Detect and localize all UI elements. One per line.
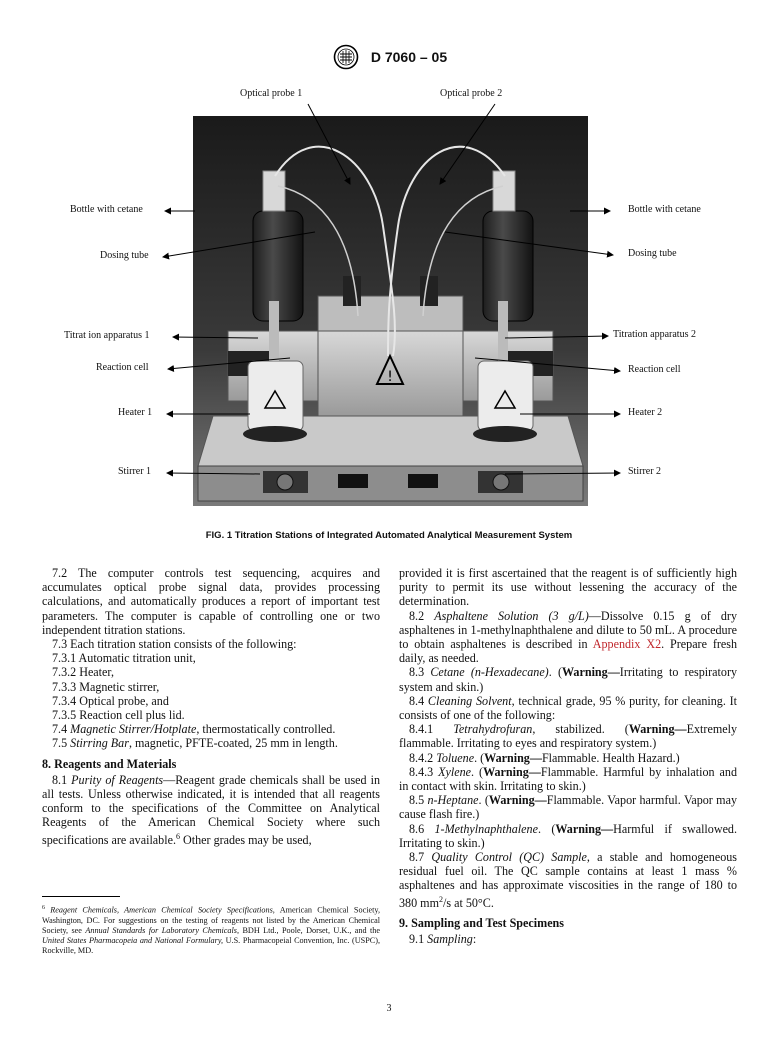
label-bottle-left: Bottle with cetane xyxy=(70,204,143,215)
label-heater-1: Heater 1 xyxy=(118,407,153,418)
footnote-rule xyxy=(42,896,120,897)
figure-caption: FIG. 1 Titration Stations of Integrated Automated Analytical Measurement System xyxy=(205,530,573,541)
para-8-7: 8.7 Quality Control (QC) Sample, a stable and homogeneous residual fuel oil. The QC sample contains at least 1 mass % asphaltenes and has approximate viscosities in the range of 180 to 380 $mm^2/s$ at 50°C. xyxy=(399,850,737,910)
para-8-4-2: 8.4.2 Toluene. (Warning—Flammable. Health Hazard.) xyxy=(409,750,680,765)
svg-text:!: ! xyxy=(387,369,393,385)
appendix-x2-link[interactable]: Appendix X2 xyxy=(592,637,662,652)
label-stirrer-1: Stirrer 1 xyxy=(118,466,152,477)
label-heater-2: Heater 2 xyxy=(628,407,663,418)
para-8-2: 8.2 Asphaltene Solution (3 g/L)—Dissolve 0.15 g of dry asphaltenes in 1-methylnaphthalene and dilute to 50 mL. A procedure to obtain asphaltenes is described in Appendix X2. Prepare fresh daily, as needed. xyxy=(399,608,738,666)
label-bottle-right: Bottle with cetane xyxy=(628,204,701,215)
para-7-3-1: 7.3.1 Automatic titration unit, xyxy=(52,651,196,666)
para-8-4-1: 8.4.1 Tetrahydrofuran, stabilized. (Warning—Extremely flammable. Irritating to eyes and respiratory system.) xyxy=(399,722,737,751)
para-8-4-3: 8.4.3 Xylene. (Warning—Flammable. Harmful by inhalation and in contact with skin. Irritating to skin.) xyxy=(399,764,737,794)
page-header xyxy=(0,44,778,70)
footnote-6: $^6$ Reagent Chemicals, American Chemical Society Specifications, American Chemical Society, Washington, DC. For suggestions on the testing of reagents not listed by the American Chemical Society, see Annual Standards for Laboratory Chemicals, BDH Ltd., Poole, Dorset, U.K., and the United States Pharmacopeia and National Formulary, U.S. Pharmacopeial Convention, Inc. (USPC), Rockville, MD. xyxy=(42,905,381,955)
para-7-4: 7.4 Magnetic Stirrer/Hotplate, thermostatically controlled. xyxy=(52,722,336,737)
label-dosing-left: Dosing tube xyxy=(100,250,149,261)
para-7-3-4: 7.3.4 Optical probe, and xyxy=(52,693,169,708)
para-7-3: 7.3 Each titration station consists of the following: xyxy=(52,637,297,652)
astm-logo-icon xyxy=(331,44,361,70)
figure-1 xyxy=(60,82,720,507)
left-column xyxy=(42,566,380,847)
para-7-3-2: 7.3.2 Heater, xyxy=(52,665,114,680)
right-column xyxy=(399,566,737,946)
para-8-3: 8.3 Cetane (n-Hexadecane). (Warning—Irritating to respiratory system and skin.) xyxy=(399,665,738,694)
label-leader-lines xyxy=(60,82,720,507)
page-number: 3 xyxy=(386,1003,392,1014)
para-8-1-cont: provided it is first ascertained that the reagent is of sufficiently high purity to permit its use without lessening the accuracy of the determination. xyxy=(399,566,737,609)
section-9-heading: 9. Sampling and Test Specimens xyxy=(399,915,564,930)
para-9-1: 9.1 Sampling: xyxy=(409,932,477,947)
para-8-4: 8.4 Cleaning Solvent, technical grade, 95 % purity, for cleaning. It consists of one of the following: xyxy=(399,693,737,723)
label-dosing-right: Dosing tube xyxy=(628,248,677,259)
para-7-3-3: 7.3.3 Magnetic stirrer, xyxy=(52,679,160,694)
label-reaction-right: Reaction cell xyxy=(628,364,681,375)
para-7-2: 7.2 The computer controls test sequencing, acquires and accumulates optical probe signal data, provides processing calculations, and automatically produces a report of important test parameters. The computer is capable of controlling one or two independent titration stations. xyxy=(42,566,380,637)
label-stirrer-2: Stirrer 2 xyxy=(628,466,662,477)
para-7-3-5: 7.3.5 Reaction cell plus lid. xyxy=(52,708,185,723)
section-8-heading: 8. Reagents and Materials xyxy=(42,756,177,771)
label-optical-probe-1: Optical probe 1 xyxy=(240,88,303,99)
para-8-5: 8.5 n-Heptane. (Warning—Flammable. Vapor harmful. Vapor may cause flash fire.) xyxy=(399,793,738,822)
para-7-5: 7.5 Stirring Bar, magnetic, PFTE-coated, 25 mm in length. xyxy=(52,736,338,751)
para-8-1: 8.1 Purity of Reagents—Reagent grade chemicals shall be used in all tests. Unless otherwise indicated, it is intended that all reagents conform to the specifications of the Committee on Analytical Reagents of the American Chemical Society where such specifications are available.$^6$ Other grades may be used, xyxy=(42,772,380,847)
para-8-6: 8.6 1-Methylnaphthalene. (Warning—Harmful if swallowed. Irritating to skin.) xyxy=(399,821,738,850)
label-titration-1: Titrat ion apparatus 1 xyxy=(64,330,150,341)
footnote-ref[interactable]: 6 xyxy=(175,831,180,841)
label-optical-probe-2: Optical probe 2 xyxy=(440,88,503,99)
document-id: D 7060 – 05 xyxy=(370,49,448,65)
label-titration-2: Titration apparatus 2 xyxy=(613,329,696,340)
label-reaction-left: Reaction cell xyxy=(96,362,149,373)
